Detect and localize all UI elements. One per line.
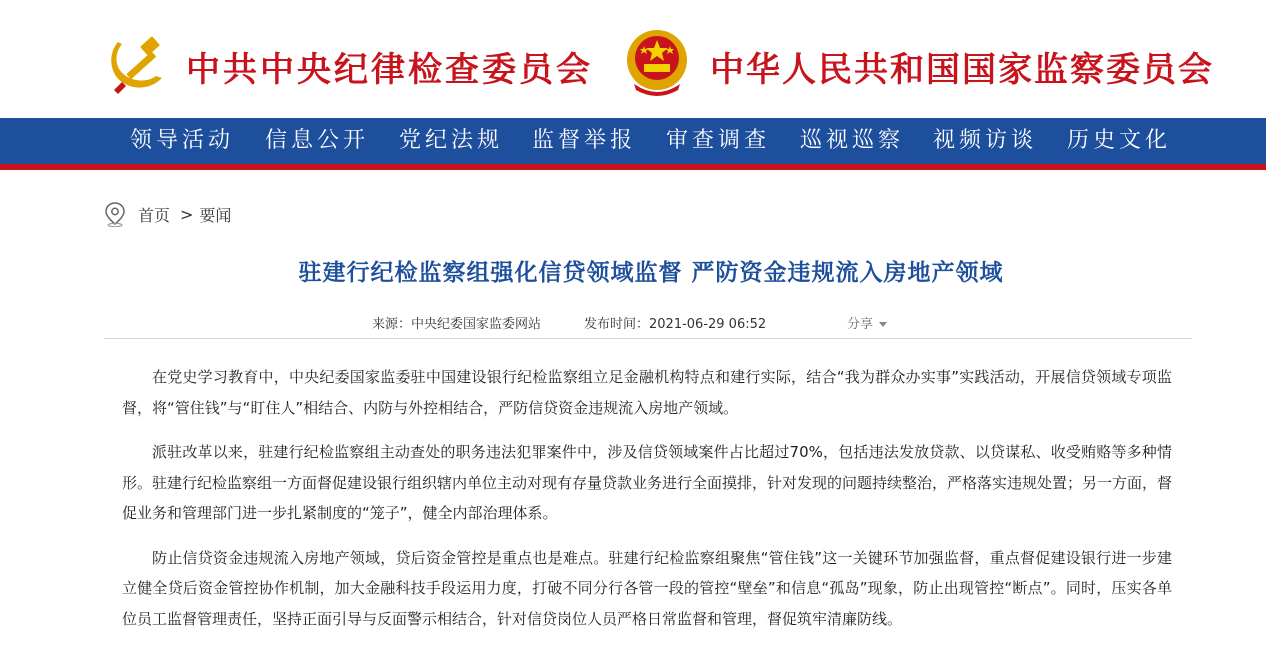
nav-item-video-interview[interactable]: 视频访谈	[933, 128, 1038, 153]
breadcrumb	[104, 200, 231, 228]
article-source: 来源：中央纪委国家监委网站	[372, 317, 542, 332]
site-header	[0, 0, 1266, 118]
article-publish-time: 发布时间：2021-06-29 06:52	[584, 317, 767, 332]
article-paragraph: 在党史学习教育中，中央纪委国家监委驻中国建设银行纪检监察组立足金融机构特点和建行实际，结合“我为群众办实事”实践活动，开展信贷领域专项监督，将“管住钱”与“盯住人”相结合、内防与外控相结合，严防信贷资金违规流入房地产领域。	[122, 368, 1172, 417]
article-meta	[0, 313, 1266, 331]
nav-item-info-disclosure[interactable]: 信息公开	[265, 128, 370, 153]
party-emblem-icon	[104, 32, 168, 96]
breadcrumb-separator: >	[180, 204, 194, 224]
share-button[interactable]	[847, 313, 887, 332]
article-title: 驻建行纪检监察组强化信贷领域监督 严防资金违规流入房地产领域	[298, 260, 1004, 286]
article-paragraph: 派驻改革以来，驻建行纪检监察组主动查处的职务违法犯罪案件中，涉及信贷领域案件占比超过70%，包括违法发放贷款、以贷谋私、收受贿赂等多种情形。驻建行纪检监察组一方面督促建设银行组织辖内单位主动对现有存量贷款业务进行全面摸排，针对发现的问题持续整治，严格落实违规处置；另一方面，督促业务和管理部门进一步扎紧制度的“笼子”，健全内部治理体系。	[122, 443, 1173, 522]
main-nav	[0, 118, 1266, 164]
breadcrumb-current-link[interactable]: 要闻	[199, 205, 232, 225]
nav-item-investigation[interactable]: 审查调查	[666, 128, 771, 153]
nav-item-inspection[interactable]: 巡视巡察	[800, 128, 905, 153]
share-label: 分享	[847, 317, 874, 332]
nav-item-report[interactable]: 监督举报	[532, 128, 637, 153]
nav-item-leadership[interactable]: 领导活动	[130, 128, 235, 153]
commission-title[interactable]: 中共中央纪律检查委员会	[186, 50, 593, 90]
meta-divider	[104, 338, 1192, 339]
supervision-commission-title[interactable]: 中华人民共和国国家监察委员会	[710, 50, 1214, 90]
chevron-down-icon	[879, 322, 887, 327]
nav-item-party-regulations[interactable]: 党纪法规	[399, 128, 504, 153]
article-paragraph: 防止信贷资金违规流入房地产领域，贷后资金管控是重点也是难点。驻建行纪检监察组聚焦“管住钱”这一关键环节加强监督，重点督促建设银行进一步建立健全贷后资金管控协作机制，加大金融科技手段运用力度，打破不同分行各管一段的管控“壁垒”和信息“孤岛”现象，防止出现管控“断点”。同时，压实各单位员工监督管理责任，坚持正面引导与反面警示相结合，针对信贷岗位人员严格日常监督和管理，督促筑牢清廉防线。	[122, 548, 1172, 628]
location-pin-icon	[104, 201, 126, 227]
article-body	[122, 362, 1172, 648]
national-emblem-icon	[624, 24, 690, 100]
breadcrumb-home-link[interactable]: 首页	[138, 205, 171, 225]
nav-item-history[interactable]: 历史文化	[1067, 128, 1172, 153]
